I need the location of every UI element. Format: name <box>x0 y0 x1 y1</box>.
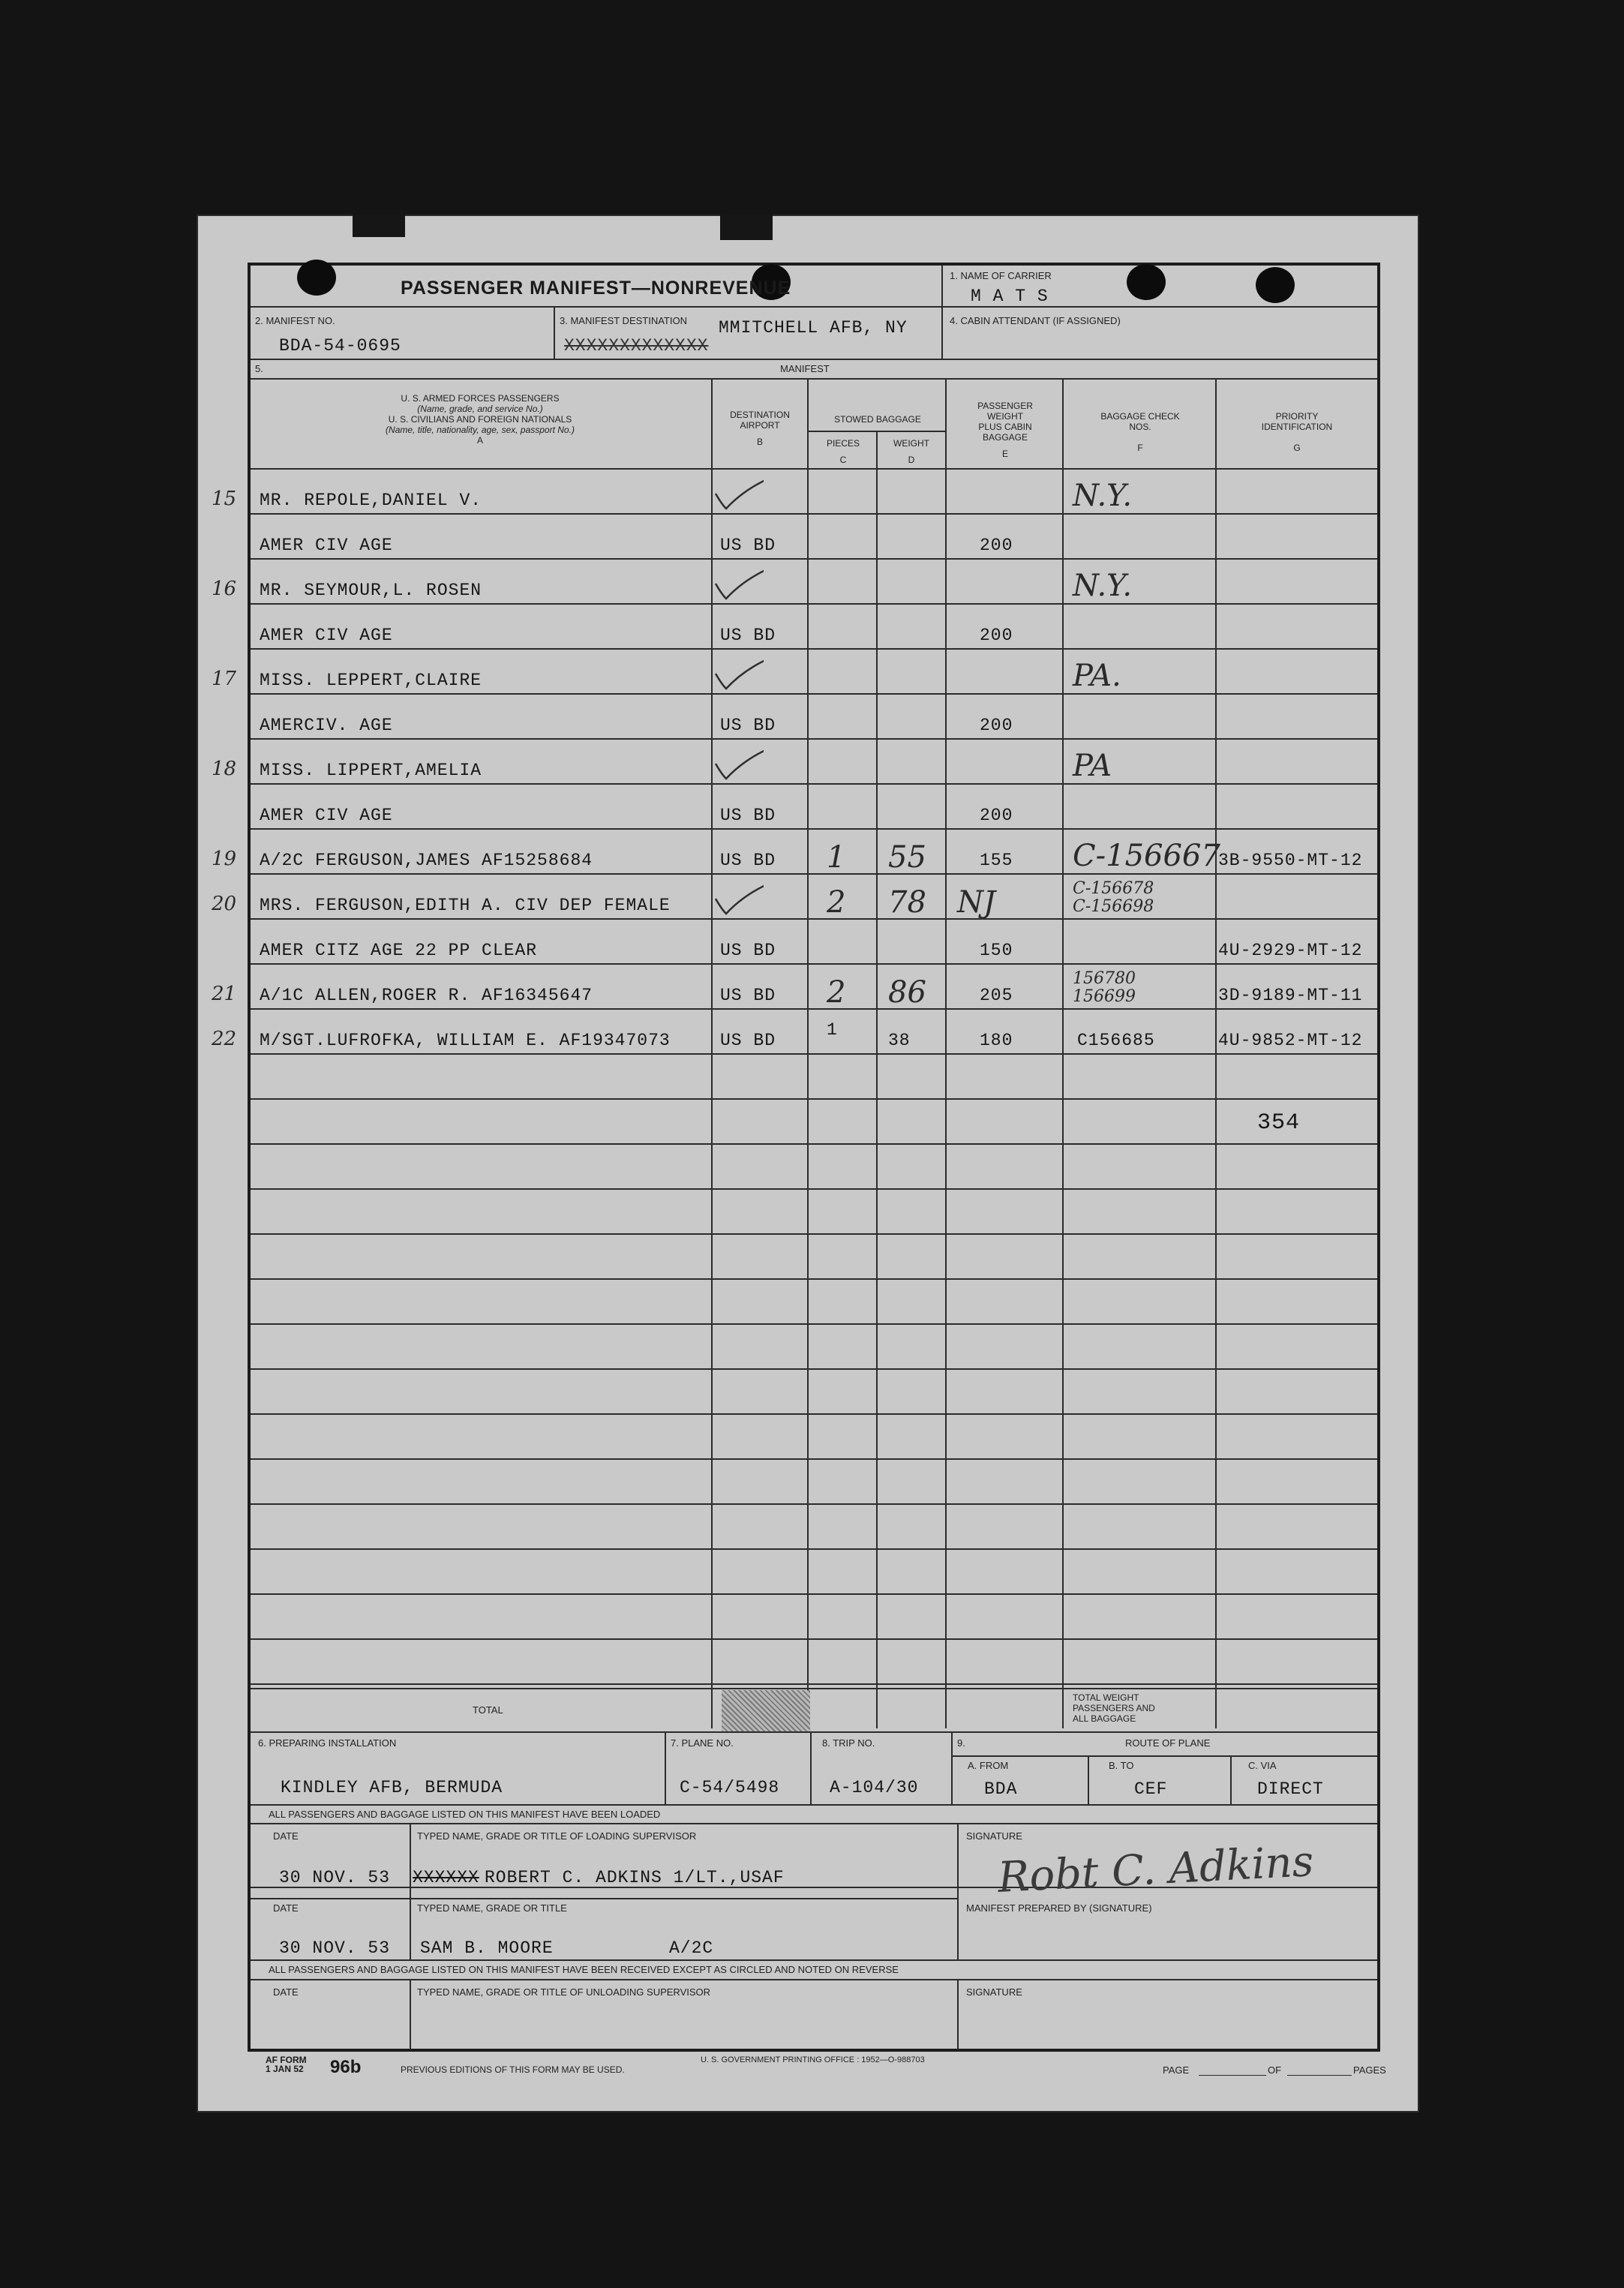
passenger-name-cell: M/SGT.LUFROFKA, WILLIAM E. AF19347073 <box>260 1031 671 1050</box>
baggage-check-handwritten: 156699 <box>1073 987 1136 1006</box>
row-line <box>251 783 1377 785</box>
passenger-name-cell: MR. REPOLE,DANIEL V. <box>260 491 482 510</box>
state-note-cell: NJ <box>957 885 996 920</box>
passenger-name-cell: MRS. FERGUSON,EDITH A. CIV DEP FEMALE <box>260 896 671 915</box>
row-line <box>251 738 1377 740</box>
passenger-weight-cell: 200 <box>980 806 1013 825</box>
row-line <box>251 1098 1377 1100</box>
baggage-check-handwritten: N.Y. <box>1073 479 1133 513</box>
pages-label: PAGES <box>1353 2064 1386 2076</box>
row-number: 20 <box>212 893 237 915</box>
date2-label: DATE <box>273 1902 299 1914</box>
row-line <box>251 693 1377 695</box>
loading-supervisor-label: TYPED NAME, GRADE OR TITLE OF LOADING SUPERVISOR <box>417 1830 697 1842</box>
row-line <box>251 963 1377 965</box>
priority-id-cell: 4U-9852-MT-12 <box>1218 1031 1363 1050</box>
stowed-baggage-header: STOWED BAGGAGE <box>834 414 921 425</box>
row-line <box>251 513 1377 515</box>
row-line <box>251 1233 1377 1235</box>
to-label: B. TO <box>1109 1760 1134 1771</box>
passenger-weight-cell: 180 <box>980 1031 1013 1050</box>
baggage-check-handwritten: C-156678 <box>1073 879 1154 898</box>
row-number: 21 <box>212 983 237 1005</box>
passenger-name-cell: AMER CITZ AGE 22 PP CLEAR <box>260 941 538 960</box>
row-number: 18 <box>212 758 237 780</box>
form-number: 96b <box>330 2057 362 2077</box>
form-title: PASSENGER MANIFEST—NONREVENUE <box>401 278 791 299</box>
prepared-by-label: MANIFEST PREPARED BY (SIGNATURE) <box>966 1902 1152 1914</box>
punch-hole <box>1256 267 1295 303</box>
date-label: DATE <box>273 1830 299 1842</box>
trip-no-label: 8. TRIP NO. <box>822 1737 875 1749</box>
row-line <box>251 1503 1377 1505</box>
passenger-name-cell: MISS. LEPPERT,CLAIRE <box>260 671 482 690</box>
check-mark-icon <box>711 651 764 690</box>
passenger-name-cell: AMER CIV AGE <box>260 626 393 645</box>
handwritten-signature: Robt C. Adkins <box>996 1837 1315 1902</box>
from-value: BDA <box>984 1779 1018 1799</box>
row-line <box>251 1593 1377 1595</box>
passenger-name-cell: AMER CIV AGE <box>260 536 393 555</box>
baggage-check-handwritten: N.Y. <box>1073 569 1133 603</box>
passenger-weight-cell: 150 <box>980 941 1013 960</box>
punch-hole <box>297 260 336 296</box>
row-line <box>251 1323 1377 1325</box>
col-a-header: U. S. ARMED FORCES PASSENGERS (Name, grade, and service No.) U. S. CIVILIANS AND FOREIGN NATIONALS (Name, title, nationality, age, sex, passport No.) A <box>386 393 575 446</box>
destination-cell: US BD <box>720 806 776 825</box>
col-g-header: PRIORITY IDENTIFICATION G <box>1261 411 1333 453</box>
col-c-header: PIECES C <box>826 438 860 465</box>
section5-label: 5. <box>255 363 263 374</box>
row-line <box>251 873 1377 875</box>
row-line <box>251 1458 1377 1460</box>
manifest-no-label: 2. MANIFEST NO. <box>255 315 335 326</box>
route-title: ROUTE OF PLANE <box>1125 1737 1211 1749</box>
punch-hole <box>1127 264 1166 300</box>
signature3-label: SIGNATURE <box>966 1986 1022 1998</box>
manifest-no-value: BDA-54-0695 <box>279 336 401 356</box>
carrier-value: M A T S <box>971 287 1049 306</box>
check-mark-icon <box>711 876 764 915</box>
baggage-check-handwritten: 156780 <box>1073 969 1136 988</box>
row-number: 16 <box>212 578 237 600</box>
destination-cell: US BD <box>720 536 776 555</box>
priority-id-cell: 4U-2929-MT-12 <box>1218 941 1363 960</box>
passenger-name-cell: A/2C FERGUSON,JAMES AF15258684 <box>260 851 593 870</box>
check-mark-icon <box>711 561 764 600</box>
total-label: TOTAL <box>473 1704 503 1716</box>
row-line <box>251 1413 1377 1415</box>
weight-cell: 38 <box>888 1031 911 1050</box>
received-statement: ALL PASSENGERS AND BAGGAGE LISTED ON THIS MANIFEST HAVE BEEN RECEIVED EXCEPT AS CIRCLED AND NOTED ON REVERSE <box>269 1964 899 1975</box>
destination-struck: XXXXXXXXXXXXX <box>564 336 709 356</box>
row-line <box>251 603 1377 605</box>
row-line <box>251 1368 1377 1370</box>
passenger-weight-cell: 200 <box>980 536 1013 555</box>
destination-cell: US BD <box>720 626 776 645</box>
passenger-name-cell: MISS. LIPPERT,AMELIA <box>260 761 482 780</box>
row-line <box>251 648 1377 650</box>
previous-editions: PREVIOUS EDITIONS OF THIS FORM MAY BE USED. <box>401 2064 625 2075</box>
baggage-check-handwritten: PA <box>1073 749 1112 783</box>
passenger-weight-cell: 205 <box>980 986 1013 1005</box>
route-label: 9. <box>957 1737 965 1749</box>
manifest-section-title: MANIFEST <box>780 363 830 374</box>
load-date-value: 30 NOV. 53 <box>279 1868 391 1887</box>
passenger-weight-cell: 155 <box>980 851 1013 870</box>
destination-label: 3. MANIFEST DESTINATION <box>560 315 687 326</box>
torn-edge <box>720 215 773 240</box>
total-shaded-cell <box>722 1690 810 1732</box>
weight-cell: 55 <box>888 840 926 875</box>
plane-no-value: C-54/5498 <box>680 1778 780 1797</box>
prep-grade-value: A/2C <box>669 1938 714 1958</box>
printing-office: U. S. GOVERNMENT PRINTING OFFICE : 1952—O-988703 <box>701 2055 925 2064</box>
installation-label: 6. PREPARING INSTALLATION <box>258 1737 397 1749</box>
loaded-statement: ALL PASSENGERS AND BAGGAGE LISTED ON THIS MANIFEST HAVE BEEN LOADED <box>269 1809 661 1820</box>
carrier-label: 1. NAME OF CARRIER <box>950 270 1052 281</box>
destination-cell: US BD <box>720 716 776 735</box>
page-stamp: 354 <box>1257 1110 1301 1136</box>
load-struck: XXXXXX <box>413 1868 479 1887</box>
passenger-name-cell: AMERCIV. AGE <box>260 716 393 735</box>
prep-date-value: 30 NOV. 53 <box>279 1938 391 1958</box>
torn-edge <box>353 215 405 237</box>
baggage-check-cell: C156685 <box>1077 1031 1155 1050</box>
row-line <box>251 1548 1377 1550</box>
row-number: 17 <box>212 668 237 690</box>
trip-no-value: A-104/30 <box>830 1778 919 1797</box>
baggage-check-handwritten: C-156698 <box>1073 897 1154 916</box>
row-line <box>251 828 1377 830</box>
row-line <box>251 558 1377 560</box>
row-number: 22 <box>212 1028 237 1050</box>
row-line <box>251 1053 1377 1055</box>
row-line <box>251 1188 1377 1190</box>
to-value: CEF <box>1134 1779 1168 1799</box>
row-line <box>251 1008 1377 1010</box>
destination-value: MMITCHELL AFB, NY <box>719 318 908 338</box>
cabin-attendant-label: 4. CABIN ATTENDANT (IF ASSIGNED) <box>950 315 1121 326</box>
check-mark-icon <box>711 741 764 780</box>
col-e-header: PASSENGER WEIGHT PLUS CABIN BAGGAGE E <box>977 401 1033 459</box>
via-label: C. VIA <box>1248 1760 1277 1771</box>
destination-cell: US BD <box>720 851 776 870</box>
loading-supervisor-value: ROBERT C. ADKINS 1/LT.,USAF <box>485 1868 785 1887</box>
date3-label: DATE <box>273 1986 299 1998</box>
from-label: A. FROM <box>968 1760 1009 1771</box>
destination-cell: US BD <box>720 941 776 960</box>
passenger-name-cell: AMER CIV AGE <box>260 806 393 825</box>
row-line <box>251 1638 1377 1640</box>
unloading-supervisor-label: TYPED NAME, GRADE OR TITLE OF UNLOADING SUPERVISOR <box>417 1986 711 1998</box>
passenger-name-cell: A/1C ALLEN,ROGER R. AF16345647 <box>260 986 593 1005</box>
pieces-cell: 1 <box>827 1020 838 1040</box>
prep-name-value: SAM B. MOORE <box>420 1938 554 1958</box>
signature-label: SIGNATURE <box>966 1830 1022 1842</box>
priority-id-cell: 3D-9189-MT-11 <box>1218 986 1363 1005</box>
passenger-weight-cell: 200 <box>980 716 1013 735</box>
total-weight-label: TOTAL WEIGHT PASSENGERS AND ALL BAGGAGE <box>1073 1692 1155 1724</box>
of-label: OF <box>1268 2064 1282 2076</box>
passenger-weight-cell: 200 <box>980 626 1013 645</box>
pieces-cell: 2 <box>827 885 846 920</box>
weight-cell: 78 <box>888 885 926 920</box>
row-line <box>251 1278 1377 1280</box>
row-number: 19 <box>212 848 237 870</box>
destination-cell: US BD <box>720 1031 776 1050</box>
baggage-check-handwritten: PA. <box>1073 659 1121 693</box>
page-label: PAGE <box>1163 2064 1190 2076</box>
passenger-name-cell: MR. SEYMOUR,L. ROSEN <box>260 581 482 600</box>
plane-no-label: 7. PLANE NO. <box>671 1737 734 1749</box>
col-b-header: DESTINATION AIRPORT B <box>730 410 790 447</box>
col-d-header: WEIGHT D <box>893 438 929 465</box>
typed-name-label: TYPED NAME, GRADE OR TITLE <box>417 1902 567 1914</box>
row-line <box>251 1683 1377 1685</box>
form-id: AF FORM 1 JAN 52 <box>266 2055 307 2074</box>
baggage-check-handwritten: C-156667 <box>1073 839 1220 873</box>
col-f-header: BAGGAGE CHECK NOS. F <box>1100 411 1180 453</box>
check-mark-icon <box>711 471 764 510</box>
row-line <box>251 918 1377 920</box>
priority-id-cell: 3B-9550-MT-12 <box>1218 851 1363 870</box>
installation-value: KINDLEY AFB, BERMUDA <box>281 1778 503 1797</box>
pieces-cell: 1 <box>827 840 846 875</box>
via-value: DIRECT <box>1257 1779 1324 1799</box>
destination-cell: US BD <box>720 986 776 1005</box>
row-line <box>251 1143 1377 1145</box>
row-number: 15 <box>212 488 237 510</box>
pieces-cell: 2 <box>827 975 846 1010</box>
weight-cell: 86 <box>888 975 926 1010</box>
